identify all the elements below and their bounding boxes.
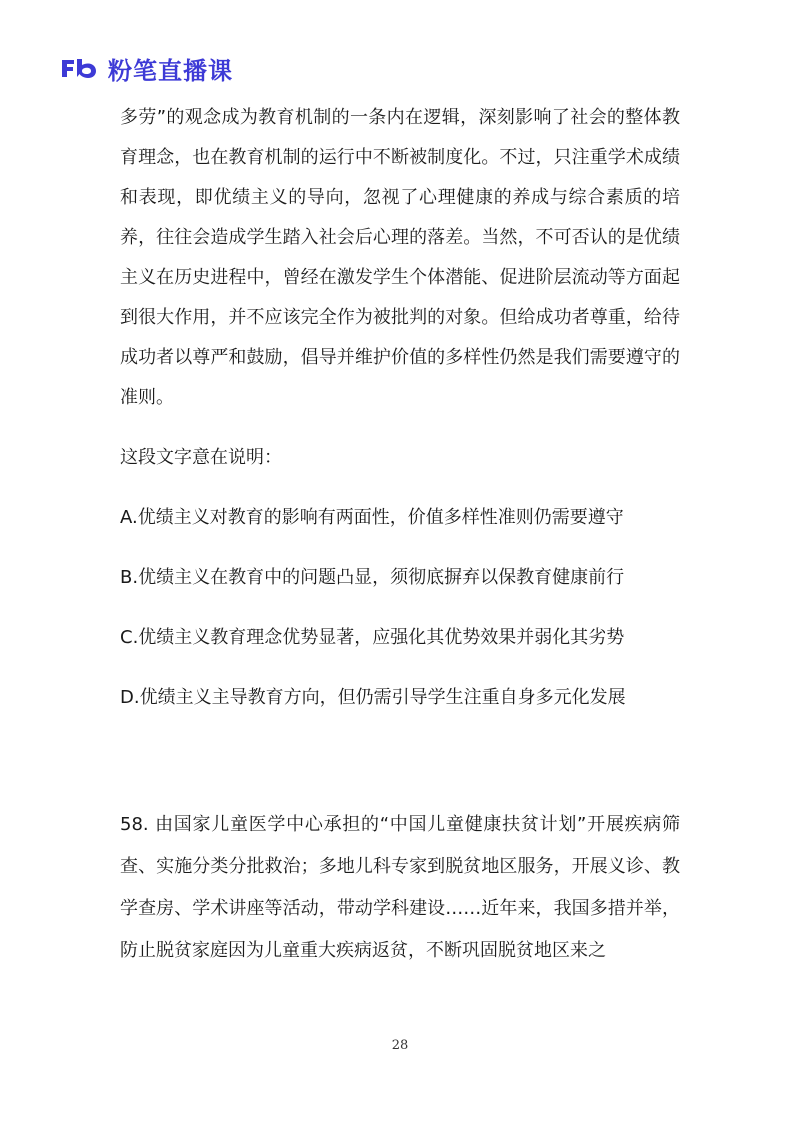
- question-prompt: 这段文字意在说明：: [120, 447, 282, 468]
- header: [60, 50, 233, 86]
- question-58-paragraph: 58. 由国家儿童医学中心承担的“中国儿童健康扶贫计划”开展疾病筛查、实施分类分批救治；多地儿科专家到脱贫地区服务，开展义诊、教学查房、学术讲座等活动，带动学科建设……近年来，我国多措并举，防止脱贫家庭因为儿童重大疾病返贫，不断巩固脱贫地区来之: [120, 814, 680, 961]
- fenbi-logo-icon: [60, 56, 100, 80]
- brand-title: 粉笔直播课: [108, 56, 233, 85]
- option-b: B.优绩主义在教育中的问题凸显，须彻底摒弃以保教育健康前行: [120, 567, 625, 588]
- option-d: D.优绩主义主导教育方向，但仍需引导学生注重自身多元化发展: [120, 687, 626, 708]
- page-number: 28: [391, 1038, 409, 1053]
- option-a: A.优绩主义对教育的影响有两面性，价值多样性准则仍需要遵守: [120, 507, 624, 528]
- document-body: [120, 98, 680, 972]
- passage-paragraph: 多劳”的观念成为教育机制的一条内在逻辑，深刻影响了社会的整体教育理念，也在教育机制的运行中不断被制度化。不过，只注重学术成绩和表现，即优绩主义的导向，忽视了心理健康的养成与综合素质的培养，往往会造成学生踏入社会后心理的落差。当然，不可否认的是优绩主义在历史进程中，曾经在激发学生个体潜能、促进阶层流动等方面起到很大作用，并不应该完全作为被批判的对象。但给成功者尊重，给待成功者以尊严和鼓励，倡导并维护价值的多样性仍然是我们需要遵守的准则。: [120, 107, 680, 408]
- option-c: C.优绩主义教育理念优势显著，应强化其优势效果并弱化其劣势: [120, 627, 625, 648]
